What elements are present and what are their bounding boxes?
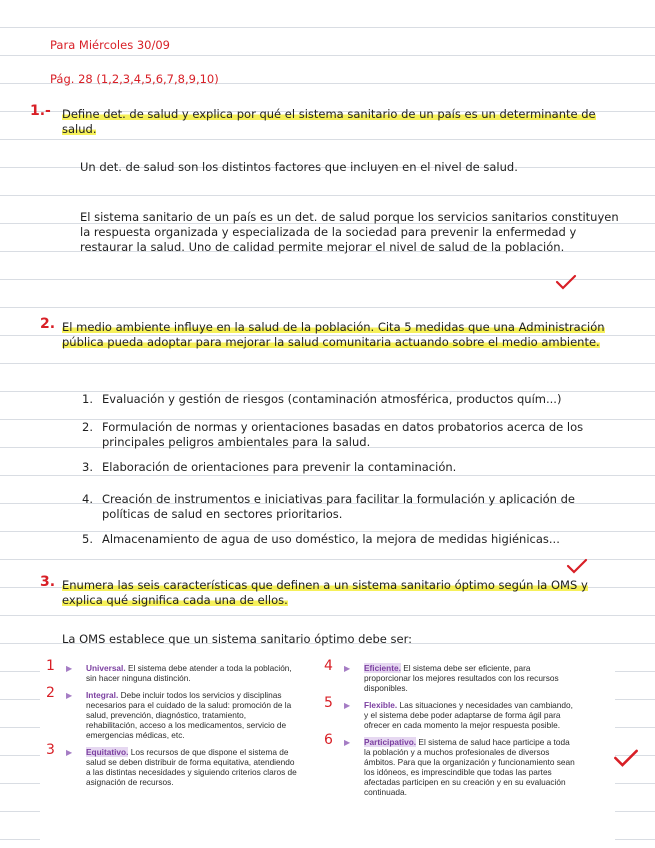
measure-number: 1.: [82, 392, 93, 406]
triangle-bullet-icon: ▶: [66, 664, 73, 673]
features-right-column: [318, 658, 576, 804]
feature-text: El sistema debe ser eficiente, para proporcionar los mejores resultados con los recursos disponibles.: [364, 663, 559, 693]
q2-number: 2.: [40, 316, 56, 332]
q1-number: 1.-: [30, 103, 51, 119]
feature-number: 1: [46, 658, 55, 674]
feature-number: 3: [46, 742, 55, 758]
check-mark-icon: [555, 274, 577, 290]
features-left-column: [40, 658, 298, 794]
feature-item-equitativo: [40, 742, 298, 787]
feature-text: Debe incluir todos los servicios y disciplinas necesarios para el cuidado de la salud: promoción de la salud, prevención, diagnóstico, tratamiento, rehabilitación, acceso a los medicamentos, servicio de emergencias médicas, etc.: [86, 690, 292, 740]
feature-number: 5: [324, 695, 333, 711]
check-mark-icon: [613, 747, 639, 769]
feature-text: Los recursos de que dispone el sistema de salud se deben distribuir de forma equitativa, atendiendo a las distintas necesidades y siguiendo criterios claros de asignación de recursos.: [86, 747, 297, 787]
assignment-pages: Pág. 28 (1,2,3,4,5,6,7,8,9,10): [50, 72, 219, 86]
measure-number: 3.: [82, 460, 93, 474]
measure-number: 5.: [82, 532, 93, 546]
feature-text: El sistema debe atender a toda la población, sin hacer ninguna distinción.: [86, 663, 292, 683]
triangle-bullet-icon: ▶: [344, 738, 351, 747]
assignment-date: Para Miércoles 30/09: [50, 38, 170, 52]
feature-text: Las situaciones y necesidades van cambiando, y el sistema debe poder adaptarse de forma ágil para ofrecer en cada momento la mejor respuesta posible.: [364, 700, 573, 730]
measure-text: Formulación de normas y orientaciones basadas en datos probatorios acerca de los principales peligros ambientales para la salud.: [102, 420, 584, 449]
q2-question: El medio ambiente influye en la salud de la población. Cita 5 medidas que una Administración pública pueda adoptar para mejorar la salud comunitaria actuando sobre el medio ambiente.: [62, 320, 605, 349]
feature-item-participativo: [318, 732, 576, 797]
feature-item-eficiente: [318, 658, 576, 693]
measure-text: Almacenamiento de agua de uso doméstico, la mejora de medidas higiénicas...: [102, 532, 560, 546]
feature-number: 6: [324, 732, 333, 748]
triangle-bullet-icon: ▶: [66, 748, 73, 757]
feature-item-flexible: [318, 695, 576, 730]
feature-tag: Eficiente.: [364, 663, 401, 673]
feature-text: El sistema de salud hace participe a toda la población y a muchos profesionales de diversos ámbitos. Para que la organización y funcionamiento sean los idóneos, es imprescindible que todas las partes afectadas participen en su creación y en su evaluación continuada.: [364, 737, 575, 797]
q3-question: Enumera las seis características que definen a un sistema sanitario óptimo según la OMS y explica qué significa cada una de ellos.: [62, 578, 588, 607]
q3-number: 3.: [40, 574, 56, 590]
feature-number: 2: [46, 685, 55, 701]
measure-text: Creación de instrumentos e iniciativas para facilitar la formulación y aplicación de políticas de salud en sectores prioritarios.: [102, 492, 575, 521]
feature-tag: Integral.: [86, 690, 119, 700]
feature-item-universal: [40, 658, 298, 683]
check-mark-icon: [566, 558, 588, 574]
q1-answer-explanation: El sistema sanitario de un país es un det. de salud porque los servicios sanitarios constituyen la respuesta organizada y especializada de la sociedad para prevenir la enfermedad y restaurar la salud. Uno de calidad permite mejorar el nivel de salud de la población.: [80, 210, 619, 254]
triangle-bullet-icon: ▶: [344, 701, 351, 710]
q3-intro: La OMS establece que un sistema sanitario óptimo debe ser:: [62, 632, 413, 646]
measure-number: 4.: [82, 492, 93, 506]
feature-tag: Participativo.: [364, 737, 417, 747]
textbook-excerpt: [40, 655, 615, 845]
feature-tag: Equitativo.: [86, 747, 129, 757]
triangle-bullet-icon: ▶: [344, 664, 351, 673]
q1-question: Define det. de salud y explica por qué el sistema sanitario de un país es un determinante de salud.: [62, 107, 596, 136]
measure-text: Evaluación y gestión de riesgos (contaminación atmosférica, productos quím...): [102, 392, 562, 406]
measure-text: Elaboración de orientaciones para prevenir la contaminación.: [102, 460, 457, 474]
feature-number: 4: [324, 658, 333, 674]
feature-tag: Flexible.: [364, 700, 398, 710]
triangle-bullet-icon: ▶: [66, 691, 73, 700]
q1-answer-definition: Un det. de salud son los distintos factores que incluyen en el nivel de salud.: [80, 160, 518, 174]
feature-item-integral: [40, 685, 298, 740]
feature-tag: Universal.: [86, 663, 126, 673]
measure-number: 2.: [82, 420, 93, 434]
